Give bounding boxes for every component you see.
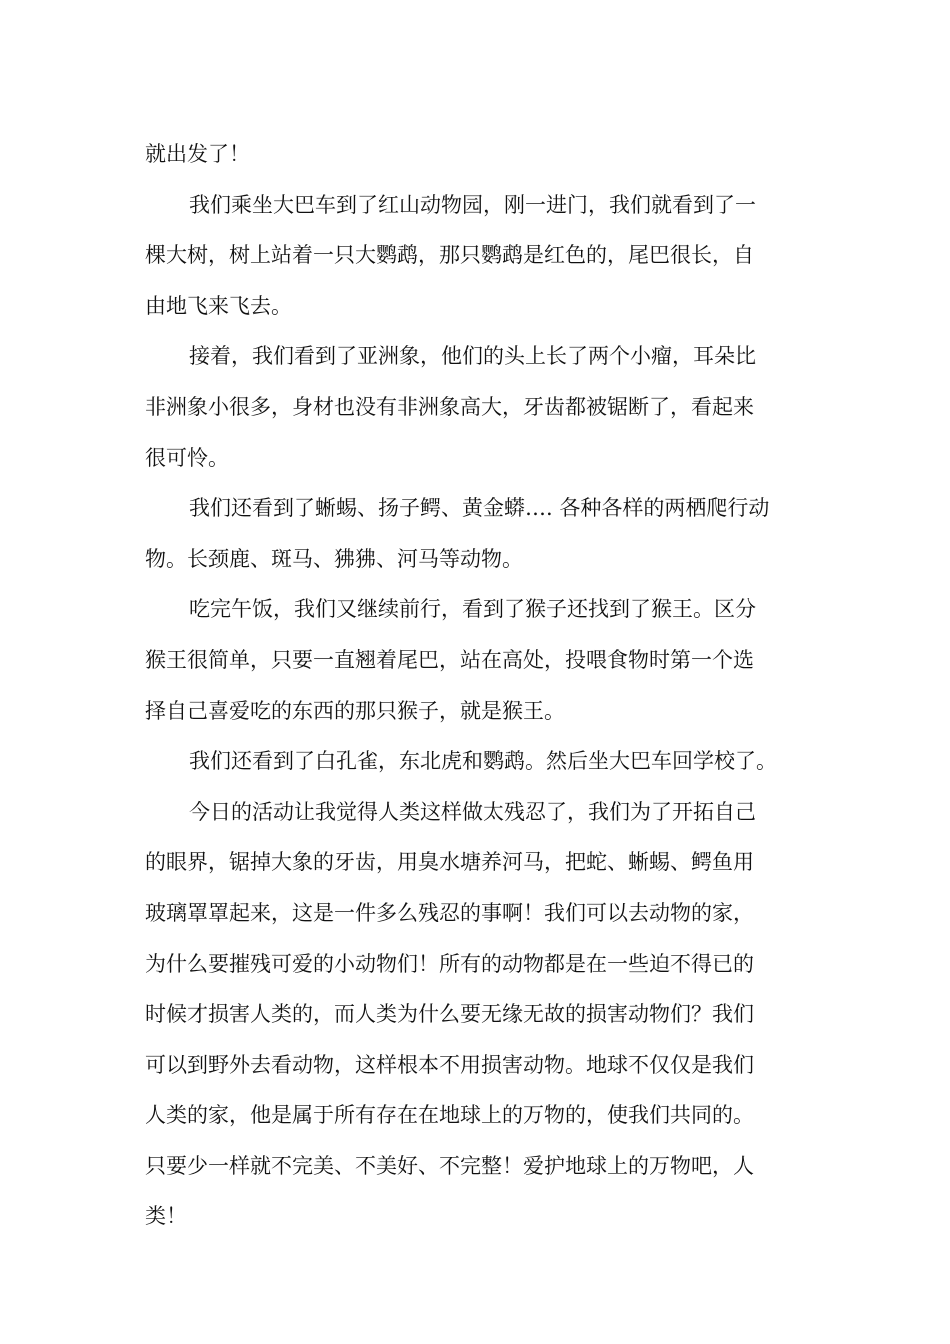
- text-line: 时候才损害人类的，而人类为什么要无缘无故的损害动物们？我们: [145, 1002, 754, 1027]
- text-line: 非洲象小很多，身材也没有非洲象高大，牙齿都被锯断了，看起来: [145, 394, 754, 419]
- text-line: 人类的家，他是属于所有存在在地球上的万物的，使我们共同的。: [145, 1103, 754, 1128]
- text-line: 择自己喜爱吃的东西的那只猴子，就是猴王。: [145, 698, 565, 723]
- text-line: 玻璃罩罩起来，这是一件多么残忍的事啊！我们可以去动物的家，: [145, 900, 754, 925]
- text-line: 可以到野外去看动物，这样根本不用损害动物。地球不仅仅是我们: [145, 1052, 754, 1077]
- essay-body: [145, 129, 815, 1242]
- text-line: 为什么要摧残可爱的小动物们！所有的动物都是在一些迫不得已的: [145, 951, 754, 976]
- text-line: 我们乘坐大巴车到了红山动物园，刚一进门，我们就看到了一: [189, 192, 756, 217]
- text-line: 就出发了！: [145, 142, 250, 166]
- text-line: 的眼界，锯掉大象的牙齿，用臭水塘养河马，把蛇、蜥蜴、鳄鱼用: [145, 850, 754, 875]
- text-line: 今日的活动让我觉得人类这样做太残忍了，我们为了开拓自己: [189, 799, 756, 824]
- text-line: 物。长颈鹿、斑马、狒狒、河马等动物。: [145, 546, 523, 571]
- text-line: 很可怜。: [145, 445, 229, 470]
- text-line: 猴王很简单，只要一直翘着尾巴，站在高处，投喂食物时第一个选: [145, 647, 754, 672]
- text-line: 只要少一样就不完美、不美好、不完整！爱护地球上的万物吧，人: [145, 1153, 754, 1178]
- text-line: 我们还看到了白孔雀，东北虎和鹦鹉。然后坐大巴车回学校了。: [189, 749, 777, 774]
- text-line: 我们还看到了蜥蜴、扬子鳄、黄金蟒…. 各种各样的两栖爬行动: [189, 496, 770, 521]
- text-line: 棵大树，树上站着一只大鹦鹉，那只鹦鹉是红色的，尾巴很长，自: [145, 243, 754, 268]
- text-line: 吃完午饭，我们又继续前行，看到了猴子还找到了猴王。区分: [189, 597, 756, 622]
- text-line: 类！: [145, 1204, 187, 1229]
- text-line: 由地飞来飞去。: [145, 293, 292, 318]
- text-line: 接着，我们看到了亚洲象，他们的头上长了两个小瘤，耳朵比: [189, 344, 756, 369]
